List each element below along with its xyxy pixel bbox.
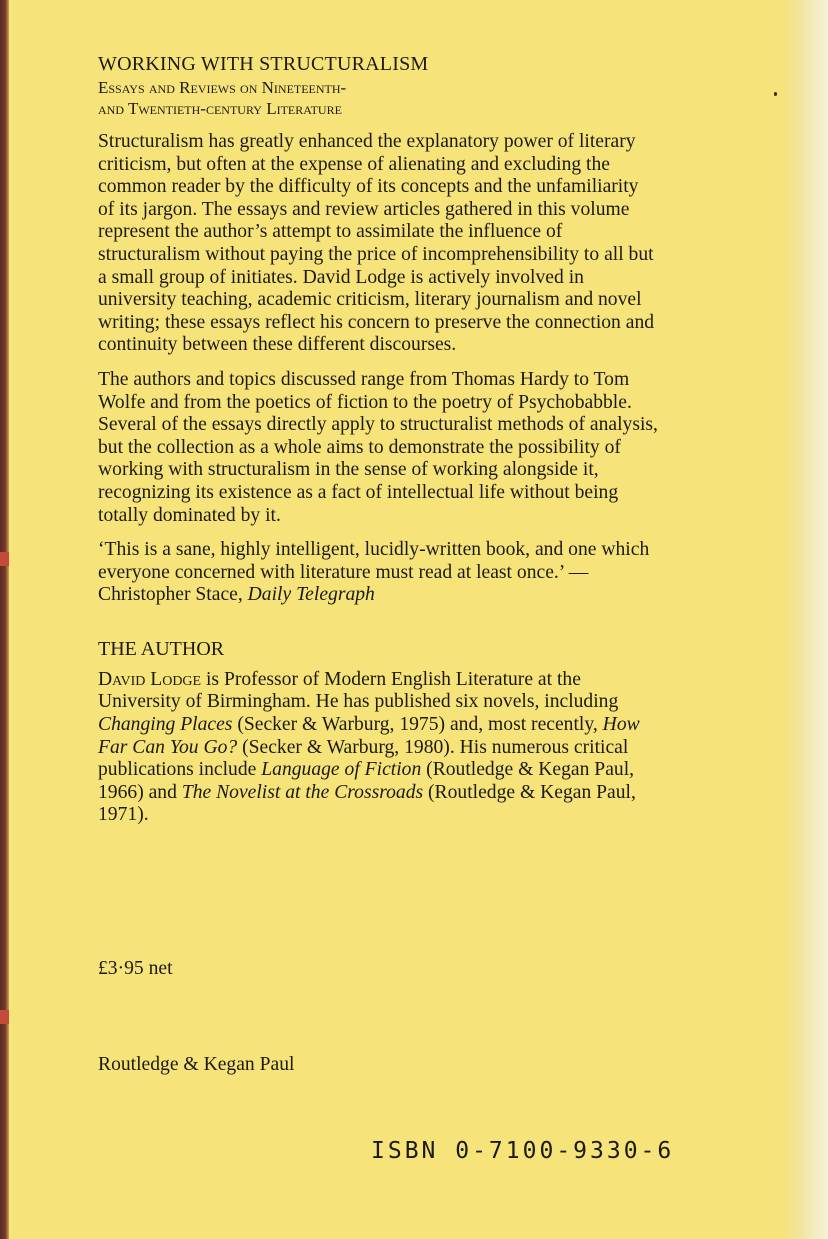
book-spine-edge bbox=[0, 0, 9, 1239]
subtitle-line-2: and Twentieth-century Literature bbox=[98, 99, 342, 118]
subtitle-line-1: Essays and Reviews on Nineteenth- bbox=[98, 78, 347, 97]
publisher: Routledge & Kegan Paul bbox=[98, 1054, 295, 1075]
review-quote bbox=[98, 539, 658, 607]
author-bio-text: (Routledge & Kegan Paul, 1966) and bbox=[98, 759, 635, 803]
author-bio-text: is Professor of Modern English Literature at the University of Birmingham. He has published six novels, including bbox=[98, 668, 619, 713]
quote-source: Daily Telegraph bbox=[247, 584, 375, 606]
print-speck bbox=[774, 92, 777, 96]
book-title-1: Changing Places bbox=[98, 714, 233, 736]
isbn: ISBN 0-7100-9330-6 bbox=[371, 1138, 675, 1164]
quote-attribution: Christopher Stace, bbox=[98, 584, 248, 606]
page-edge-shadow bbox=[780, 0, 828, 1239]
author-bio bbox=[98, 669, 658, 827]
book-title-3: Language of Fiction bbox=[261, 759, 422, 781]
book-title-2: How Far Can You Go? bbox=[98, 714, 640, 758]
book-title: WORKING WITH STRUCTURALISM bbox=[98, 53, 429, 75]
blurb-paragraph-2: The authors and topics discussed range from Thomas Hardy to Tom Wolfe and from the poetics of fiction to the poetry of Psychobabble. Several of the essays directly apply to structuralist methods of analysis, but the collection as a whole aims to demonstrate the possibility of working with structuralism in the sense of working alongside it, recognizing its existence as a fact of intellectual life without being totally dominated by it. bbox=[98, 368, 658, 526]
price: £3·95 net bbox=[98, 958, 173, 979]
spine-mark bbox=[0, 1010, 9, 1024]
book-subtitle bbox=[98, 77, 658, 119]
author-bio-text: (Secker & Warburg, 1980). His numerous critical publications include bbox=[98, 736, 629, 781]
book-title-4: The Novelist at the Crossroads bbox=[181, 781, 424, 803]
quote-text: ‘This is a sane, highly intelligent, lucidly-written book, and one which everyone concerned with literature must read at least once.’ bbox=[98, 539, 650, 583]
author-bio-text: (Secker & Warburg, 1975) and, most recently, bbox=[232, 714, 603, 736]
author-name: David Lodge bbox=[98, 668, 202, 690]
quote-dash: — bbox=[563, 561, 589, 583]
author-bio-text: (Routledge & Kegan Paul, 1971). bbox=[98, 781, 636, 826]
author-heading: THE AUTHOR bbox=[98, 637, 225, 660]
blurb-paragraph-1: Structuralism has greatly enhanced the explanatory power of literary criticism, but often at the expense of alienating and excluding the common reader by the difficulty of its concepts and the unfamiliarity of its jargon. The essays and review articles gathered in this volume represent the author’s attempt to assimilate the influence of structuralism without paying the price of incomprehensibility to all but a small group of initiates. David Lodge is actively involved in university teaching, academic criticism, literary journalism and novel writing; these essays reflect his concern to preserve the connection and continuity between these different discourses. bbox=[98, 131, 655, 356]
spine-mark bbox=[0, 552, 9, 566]
back-cover-text bbox=[98, 52, 658, 827]
